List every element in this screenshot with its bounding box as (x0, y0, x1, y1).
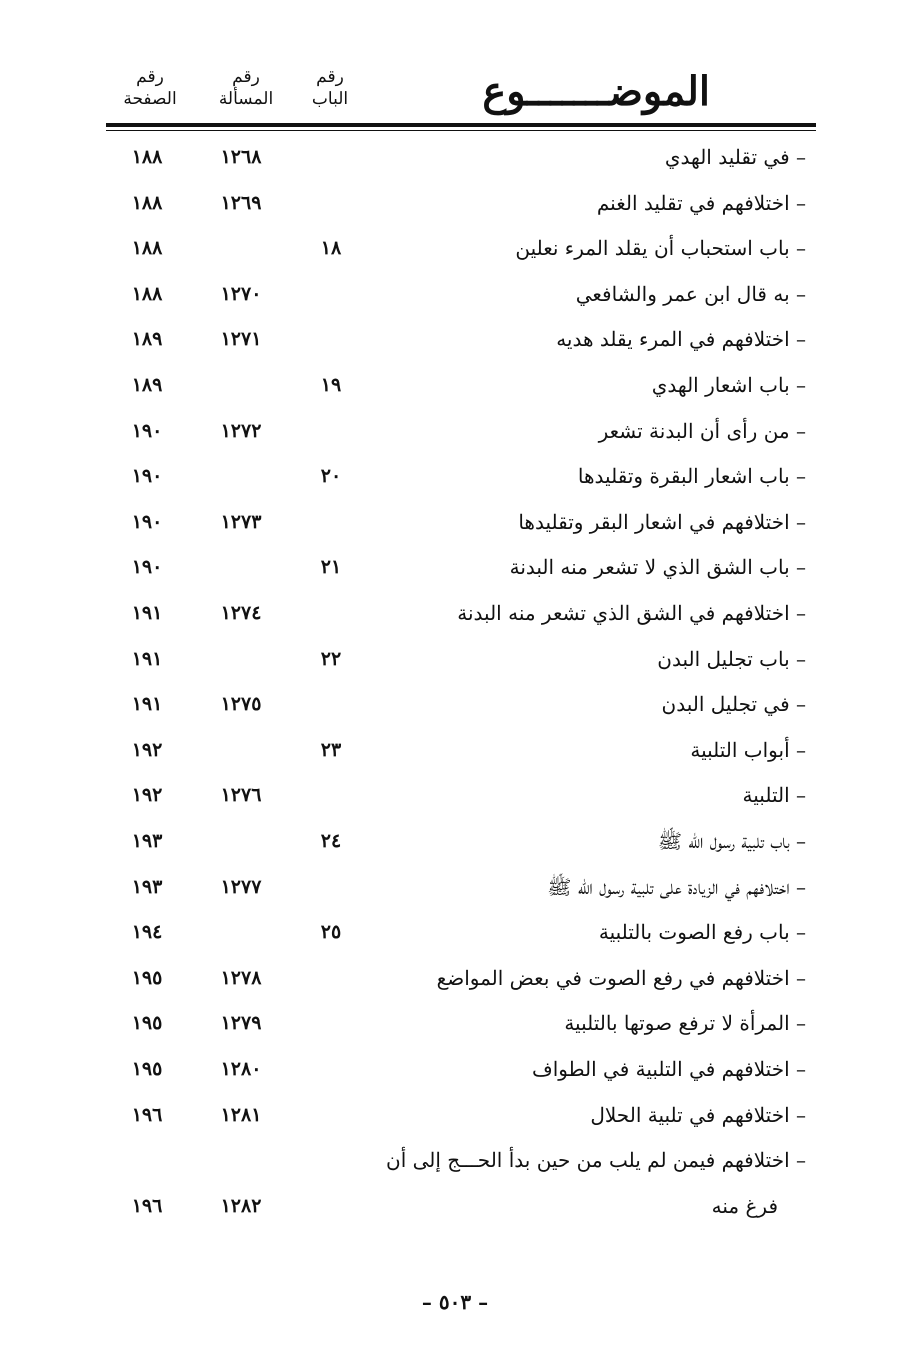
footer-page-number: – ٥٠٣ – (421, 1290, 489, 1314)
table-row (0, 411, 902, 451)
row-topic: – باب اشعار البقرة وتقليدها (577, 464, 806, 489)
row-page-number: ١٩٠ (131, 465, 163, 488)
table-row (0, 1049, 902, 1089)
row-page-number: ١٩٠ (131, 556, 163, 579)
row-topic: – اختلافهم في رفع الصوت في بعض المواضع (436, 965, 806, 990)
table-row (0, 684, 902, 724)
row-topic: – اختلافهم في الشق الذي تشعر منه البدنة (457, 601, 806, 625)
table-row (0, 228, 902, 268)
row-chapter-number: ٢٠ (320, 465, 342, 488)
row-chapter-number: ١٨ (320, 237, 342, 260)
row-issue-number: ١٢٨١ (220, 1103, 262, 1126)
row-chapter-number: ٢٥ (320, 921, 342, 944)
table-row (0, 274, 902, 314)
row-issue-number: ١٢٧٧ (220, 875, 262, 898)
row-page-number: ١٩٦ (131, 1103, 163, 1126)
row-page-number: ١٩٣ (131, 830, 163, 852)
table-row (0, 1003, 902, 1043)
row-topic: – في تجليل البدن (661, 692, 806, 717)
column-header-chapter-line1: رقم (316, 67, 344, 87)
row-issue-number: ١٢٧٥ (220, 693, 262, 716)
row-issue-number: ١٢٨٢ (220, 1194, 262, 1217)
row-topic: – في تقليد الهدي (664, 145, 806, 169)
row-page-number: ١٩٥ (131, 1058, 163, 1080)
row-topic: – اختلافهم في تقليد الغنم (596, 190, 806, 215)
row-page-number: ١٨٩ (131, 328, 163, 351)
row-topic: – اختلافهم في المرء يقلد هديه (556, 327, 806, 352)
row-issue-number: ١٢٧٦ (220, 784, 262, 807)
row-page-number: ١٩١ (131, 693, 163, 716)
row-page-number: ١٨٨ (131, 282, 163, 305)
row-topic: – باب تجليل البدن (657, 646, 806, 671)
table-row (0, 547, 902, 587)
row-topic: – أبواب التلبية (690, 737, 806, 762)
row-topic: – اختلافهم في اشعار البقر وتقليدها (518, 509, 806, 534)
column-header-issue-line1: رقم (232, 67, 260, 87)
row-topic: – باب تلبية رسول الله ﷺ (657, 829, 806, 853)
row-topic: – من رأى أن البدنة تشعر (598, 418, 806, 443)
table-row (0, 319, 902, 359)
row-issue-number: ١٢٧٣ (220, 510, 262, 533)
column-header-page-number (102, 66, 198, 110)
column-header-chapter-line2: الباب (311, 89, 349, 109)
table-row (0, 1095, 902, 1135)
row-topic: – اختلافهم في الزيادة على تلبية رسول الله ﷺ (547, 874, 806, 899)
row-page-number: ١٩٢ (131, 784, 163, 807)
row-page-number: ١٩٣ (131, 875, 163, 898)
row-chapter-number: ٢١ (320, 556, 342, 579)
table-row (0, 867, 902, 907)
row-chapter-number: ٢٣ (320, 738, 342, 761)
row-page-number: ١٩٤ (131, 921, 163, 944)
column-header-subject: الموضـــــــوع (482, 68, 710, 115)
header-divider-thick (106, 123, 816, 127)
table-row (0, 502, 902, 542)
row-issue-number: ١٢٧٠ (220, 282, 262, 305)
table-row (0, 958, 902, 998)
table-row (0, 639, 902, 679)
row-issue-number: ١٢٨٠ (220, 1058, 262, 1080)
row-page-number: ١٩٠ (131, 419, 163, 442)
row-topic: فرغ منه (711, 1193, 778, 1218)
column-header-page-line1: رقم (136, 67, 164, 87)
row-topic: – المرأة لا ترفع صوتها بالتلبية (564, 1011, 806, 1036)
table-row (0, 1186, 902, 1226)
table-row (0, 912, 902, 952)
row-page-number: ١٨٩ (131, 374, 163, 396)
row-issue-number: ١٢٧١ (220, 328, 262, 351)
row-topic: – اختلافهم فيمن لم يلب من حين بدأ الحـــج إلى أن (386, 1148, 806, 1173)
row-issue-number: ١٢٦٩ (220, 191, 262, 214)
row-chapter-number: ٢٢ (320, 647, 342, 670)
column-header-issue-line2: المسألة (218, 89, 274, 109)
row-chapter-number: ٢٤ (320, 830, 342, 852)
row-topic: – به قال ابن عمر والشافعي (575, 281, 806, 306)
row-page-number: ١٨٨ (131, 191, 163, 214)
row-issue-number: ١٢٧٢ (220, 419, 262, 442)
row-topic: – اختلافهم في التلبية في الطواف (531, 1057, 806, 1081)
column-header-page-line2: الصفحة (123, 89, 177, 109)
row-topic: – باب اشعار الهدي (651, 373, 806, 397)
header-divider-thin (106, 130, 816, 131)
row-issue-number: ١٢٦٨ (220, 146, 262, 168)
table-row (0, 775, 902, 815)
row-issue-number: ١٢٧٩ (220, 1012, 262, 1035)
row-topic: – باب استحباب أن يقلد المرء نعلين (515, 236, 806, 261)
table-row (0, 137, 902, 177)
row-page-number: ١٩١ (131, 602, 163, 624)
row-page-number: ١٩٠ (131, 510, 163, 533)
row-topic: – التلبية (742, 783, 806, 808)
row-topic: – باب رفع الصوت بالتلبية (598, 920, 806, 945)
row-topic: – باب الشق الذي لا تشعر منه البدنة (509, 555, 806, 580)
row-issue-number: ١٢٧٤ (220, 602, 262, 624)
row-page-number: ١٩١ (131, 647, 163, 670)
table-row (0, 821, 902, 861)
row-topic: – اختلافهم في تلبية الحلال (590, 1102, 806, 1127)
row-page-number: ١٩٥ (131, 1012, 163, 1035)
row-page-number: ١٨٨ (131, 237, 163, 260)
row-page-number: ١٩٦ (131, 1194, 163, 1217)
row-page-number: ١٩٢ (131, 738, 163, 761)
row-issue-number: ١٢٧٨ (220, 966, 262, 989)
column-header-chapter-number (290, 66, 370, 110)
row-page-number: ١٩٥ (131, 966, 163, 989)
column-header-issue-number (198, 66, 294, 110)
table-row (0, 1140, 902, 1180)
table-row (0, 365, 902, 405)
row-page-number: ١٨٨ (131, 146, 163, 168)
table-row (0, 730, 902, 770)
row-chapter-number: ١٩ (320, 374, 342, 396)
table-row (0, 183, 902, 223)
table-row (0, 593, 902, 633)
table-row (0, 456, 902, 496)
